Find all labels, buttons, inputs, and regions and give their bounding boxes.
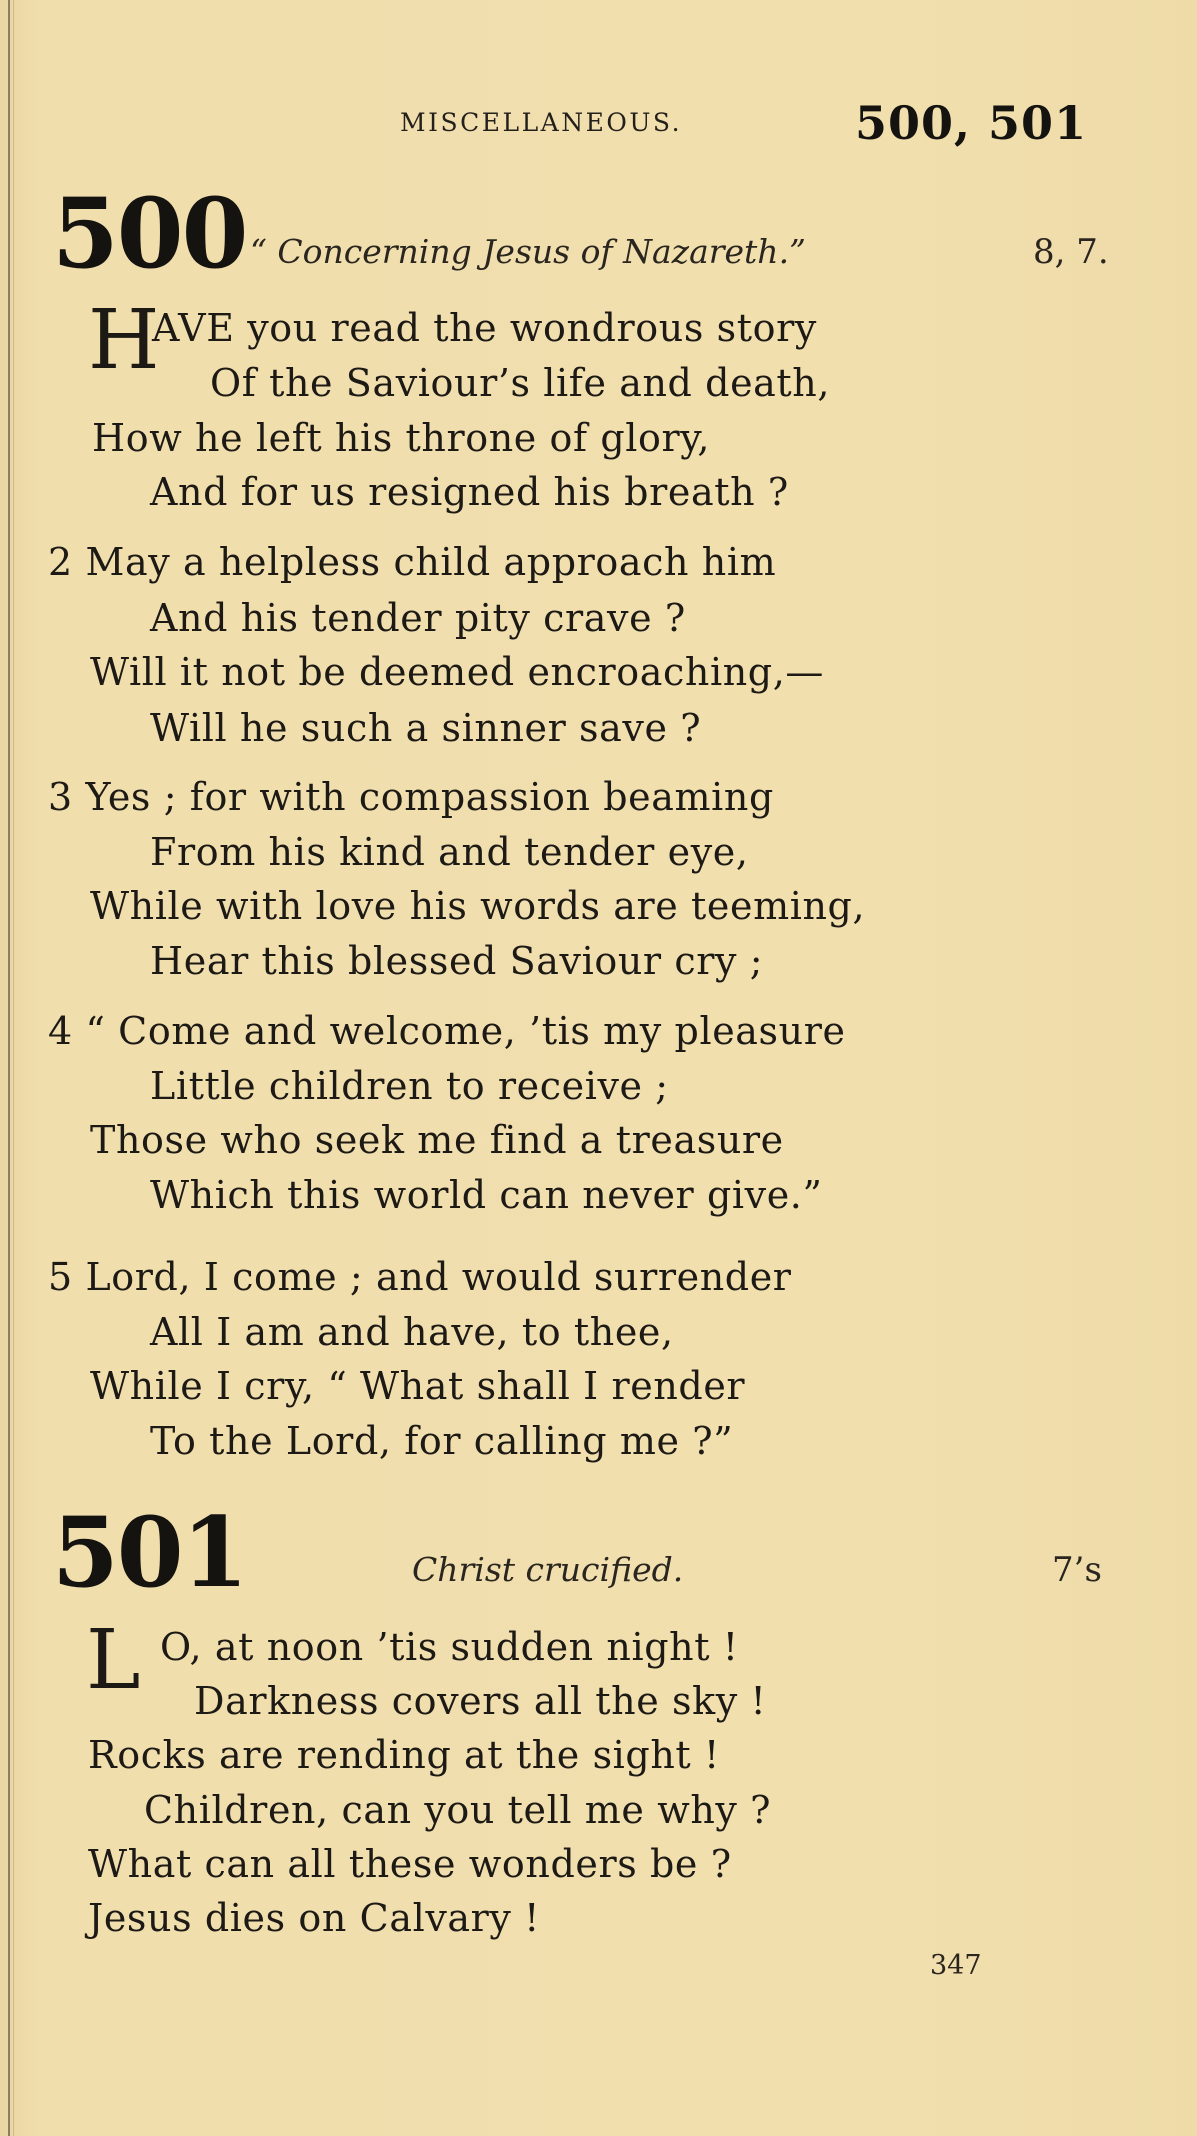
- hymn-meter: 8, 7.: [1033, 232, 1109, 272]
- page-number: 347: [930, 1950, 982, 1981]
- verse-line: While I cry, “ What shall I render: [90, 1364, 746, 1408]
- verse-line: Will it not be deemed encroaching,—: [90, 650, 824, 694]
- verse-line: What can all these wonders be ?: [88, 1842, 732, 1886]
- hymn-number: 500: [52, 177, 247, 290]
- verse-line: Of the Saviour’s life and death,: [210, 361, 831, 405]
- verse-line: All I am and have, to thee,: [150, 1310, 674, 1354]
- hymn-range: 500, 501: [855, 96, 1088, 150]
- hymn-number: 501: [52, 1496, 247, 1609]
- hymn-title: Christ crucified.: [412, 1550, 684, 1589]
- verse-line: 4 “ Come and welcome, ’tis my pleasure: [48, 1009, 846, 1053]
- verse-line: Rocks are rending at the sight !: [88, 1733, 720, 1777]
- verse-line: AVE you read the wondrous story: [152, 306, 817, 350]
- binding-edge: [8, 0, 10, 2136]
- verse-line: 3 Yes ; for with compassion beaming: [48, 775, 774, 819]
- verse-line: And his tender pity crave ?: [150, 596, 686, 640]
- verse-line: And for us resigned his breath ?: [150, 470, 789, 514]
- verse-line: While with love his words are teeming,: [90, 884, 866, 928]
- running-head: MISCELLANEOUS.: [400, 108, 683, 137]
- verse-line: Hear this blessed Saviour cry ;: [150, 939, 764, 983]
- verse-line: To the Lord, for calling me ?”: [150, 1419, 734, 1463]
- verse-line: 5 Lord, I come ; and would surrender: [48, 1255, 792, 1299]
- verse-line: Children, can you tell me why ?: [144, 1788, 772, 1832]
- hymn-meter: 7’s: [1052, 1550, 1102, 1590]
- binding-shadow: [13, 0, 14, 2136]
- verse-line: How he left his throne of glory,: [92, 416, 710, 460]
- verse-line: From his kind and tender eye,: [150, 830, 749, 874]
- verse-line: Will he such a sinner save ?: [150, 706, 702, 750]
- verse-line: Those who seek me find a treasure: [90, 1118, 784, 1162]
- hymn-title: “ Concerning Jesus of Nazareth.”: [250, 232, 806, 271]
- verse-line: 2 May a helpless child approach him: [48, 540, 777, 584]
- drop-cap: H: [88, 293, 160, 388]
- verse-line: Which this world can never give.”: [150, 1173, 823, 1217]
- verse-line: Darkness covers all the sky !: [194, 1679, 767, 1723]
- verse-line: Little children to receive ;: [150, 1064, 669, 1108]
- verse-line: Jesus dies on Calvary !: [88, 1896, 541, 1940]
- verse-line: O, at noon ’tis sudden night !: [160, 1625, 739, 1669]
- drop-cap: L: [86, 1613, 141, 1708]
